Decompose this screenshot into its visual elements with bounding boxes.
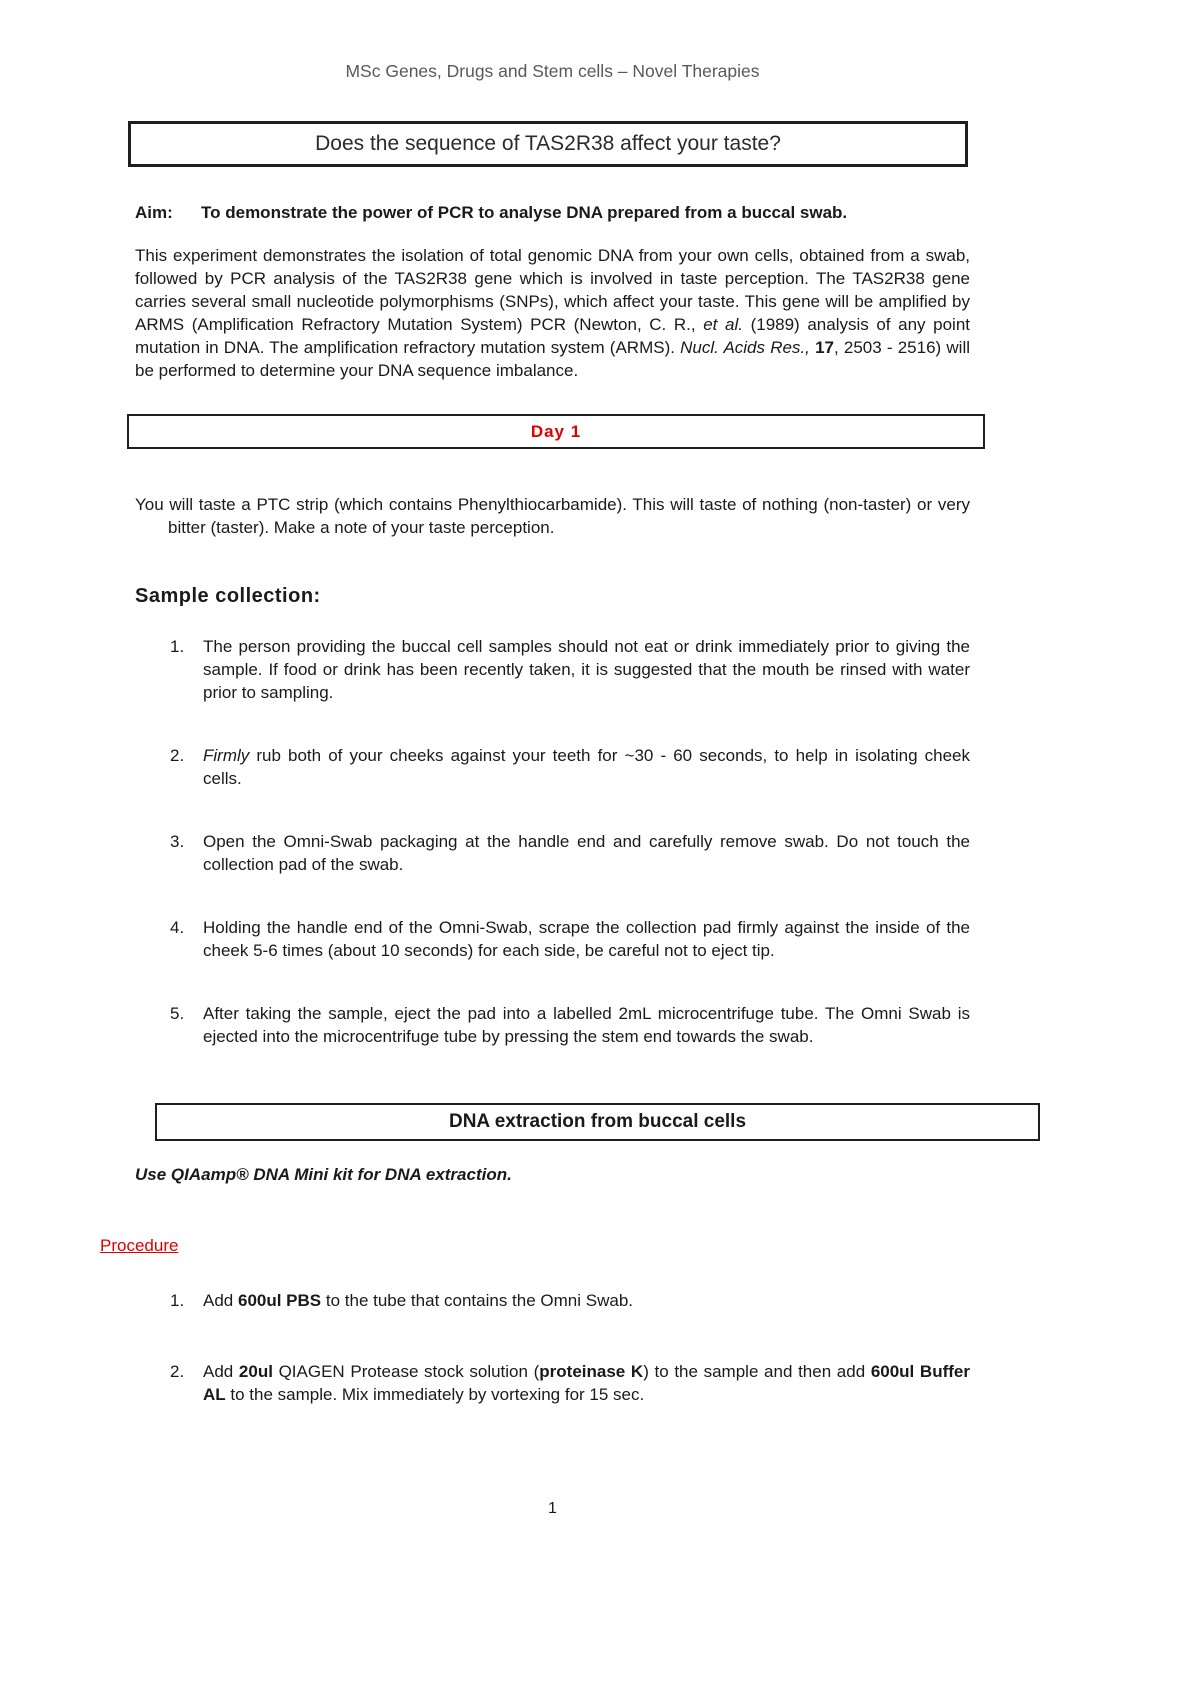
item-text: Add 20ul QIAGEN Protease stock solution (proteinase K) to the sample and then add 600ul Buffer AL to the sample. Mix immediately by vortexing for 15 sec. [203, 1362, 970, 1404]
aim-line [135, 201, 970, 224]
document-header: MSc Genes, Drugs and Stem cells – Novel Therapies [345, 61, 760, 81]
item-number: 2. [170, 1362, 185, 1381]
list-item [135, 916, 970, 962]
item-text: After taking the sample, eject the pad into a labelled 2mL microcentrifuge tube. The Omni Swab is ejected into the microcentrifuge tube by pressing the stem end towards the swab. [203, 1004, 970, 1046]
item-number: 1. [170, 1291, 185, 1310]
page-number: 1 [548, 1500, 557, 1517]
item-number: 3. [170, 832, 185, 851]
page-title: Does the sequence of TAS2R38 affect your taste? [315, 132, 781, 155]
item-text: Add 600ul PBS to the tube that contains the Omni Swab. [203, 1291, 633, 1310]
list-item [135, 635, 970, 704]
item-number: 1. [170, 637, 185, 656]
list-item [135, 830, 970, 876]
list-item [135, 744, 970, 790]
list-item [135, 1360, 970, 1406]
item-text: The person providing the buccal cell samples should not eat or drink immediately prior to giving the sample. If food or drink has been recently taken, it is suggested that the mouth be rinsed with water prior to sampling. [203, 637, 970, 702]
dna-extraction-title: DNA extraction from buccal cells [448, 1111, 747, 1132]
item-number: 2. [170, 746, 185, 765]
procedure-list [135, 1289, 970, 1406]
item-text: Holding the handle end of the Omni-Swab, scrape the collection pad firmly against the inside of the cheek 5-6 times (about 10 seconds) for each side, be careful not to eject tip. [203, 918, 970, 960]
day1-box [127, 414, 985, 449]
procedure-label: Procedure [100, 1236, 179, 1255]
dna-extraction-box [155, 1103, 1040, 1141]
aim-label: Aim: [135, 203, 173, 222]
ptc-taste-paragraph: You will taste a PTC strip (which contains Phenylthiocarbamide). This will taste of nothing (non-taster) or very bitter (taster). Make a note of your taste perception. [135, 495, 970, 537]
item-text: Firmly rub both of your cheeks against your teeth for ~30 - 60 seconds, to help in isolating cheek cells. [203, 746, 970, 788]
title-box [128, 121, 968, 167]
list-item [135, 1289, 970, 1312]
aim-text: To demonstrate the power of PCR to analyse DNA prepared from a buccal swab. [201, 203, 848, 222]
item-text: Open the Omni-Swab packaging at the handle end and carefully remove swab. Do not touch the collection pad of the swab. [203, 832, 970, 874]
sample-collection-list [135, 635, 970, 1048]
kit-note: Use QIAamp® DNA Mini kit for DNA extraction. [135, 1165, 512, 1184]
list-item [135, 1002, 970, 1048]
item-number: 5. [170, 1004, 185, 1023]
sample-collection-heading: Sample collection: [135, 585, 321, 607]
document-content [100, 0, 971, 1406]
intro-paragraph: This experiment demonstrates the isolation of total genomic DNA from your own cells, obtained from a swab, followed by PCR analysis of the TAS2R38 gene which is involved in taste perception. The TAS2R38 gene carries several small nucleotide polymorphisms (SNPs), which affect your taste. This gene will be amplified by ARMS (Amplification Refractory Mutation System) PCR (Newton, C. R., et al. (1989) analysis of any point mutation in DNA. The amplification refractory mutation system (ARMS). Nucl. Acids Res., 17, 2503 - 2516) will be performed to determine your DNA sequence imbalance. [135, 246, 971, 380]
day1-label: Day 1 [530, 422, 582, 441]
item-number: 4. [170, 918, 185, 937]
